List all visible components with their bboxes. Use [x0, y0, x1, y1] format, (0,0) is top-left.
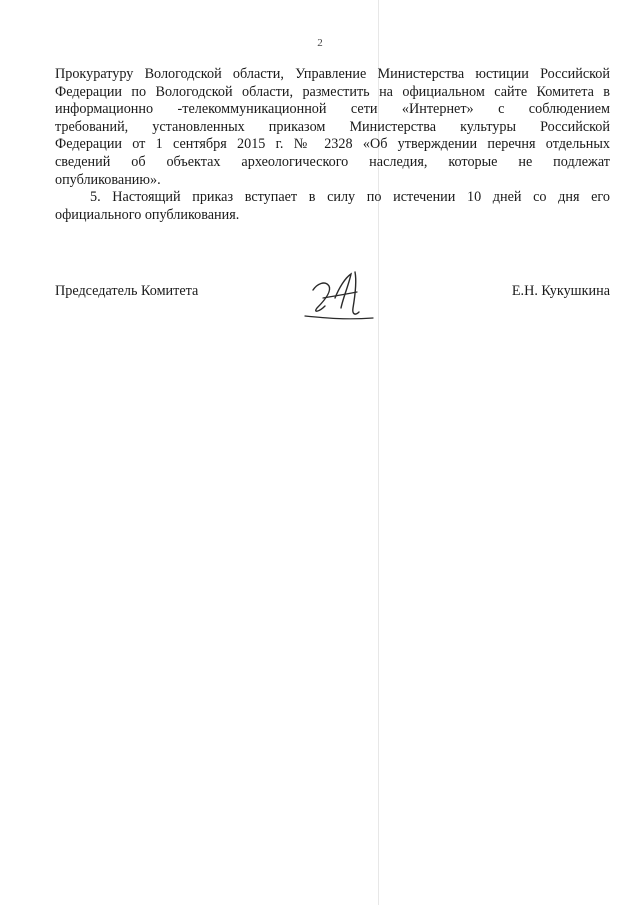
text-line: сведений об объектах археологического наследия, которые не подлежат: [55, 153, 610, 170]
text-line: требований, установленных приказом Министерства культуры Российской: [55, 118, 610, 135]
text-line: Федерации от 1 сентября 2015 г. № 2328 «Об утверждении перечня отдельных: [55, 136, 610, 153]
text-line: опубликованию».: [55, 171, 161, 188]
signatory-position: Председатель Комитета: [55, 283, 199, 299]
paragraph-continuation: [55, 66, 610, 189]
signature-block: [55, 273, 610, 333]
paragraph-item-5: [55, 189, 610, 224]
text-line: официального опубликования.: [55, 206, 240, 223]
text-line: Федерации по Вологодской области, разместить на официальном сайте Комитета в: [55, 83, 610, 100]
text-line: Прокуратуру Вологодской области, Управление Министерства юстиции Российской: [55, 66, 610, 82]
page-number: 2: [317, 37, 323, 49]
text-line: 5. Настоящий приказ вступает в силу по истечении 10 дней со дня его: [90, 189, 610, 206]
text-line: информационно -телекоммуникационной сети «Интернет» с соблюдением: [55, 101, 610, 118]
document-body: [55, 66, 610, 224]
signatory-name: Е.Н. Кукушкина: [511, 283, 610, 299]
handwritten-signature: [295, 268, 385, 328]
